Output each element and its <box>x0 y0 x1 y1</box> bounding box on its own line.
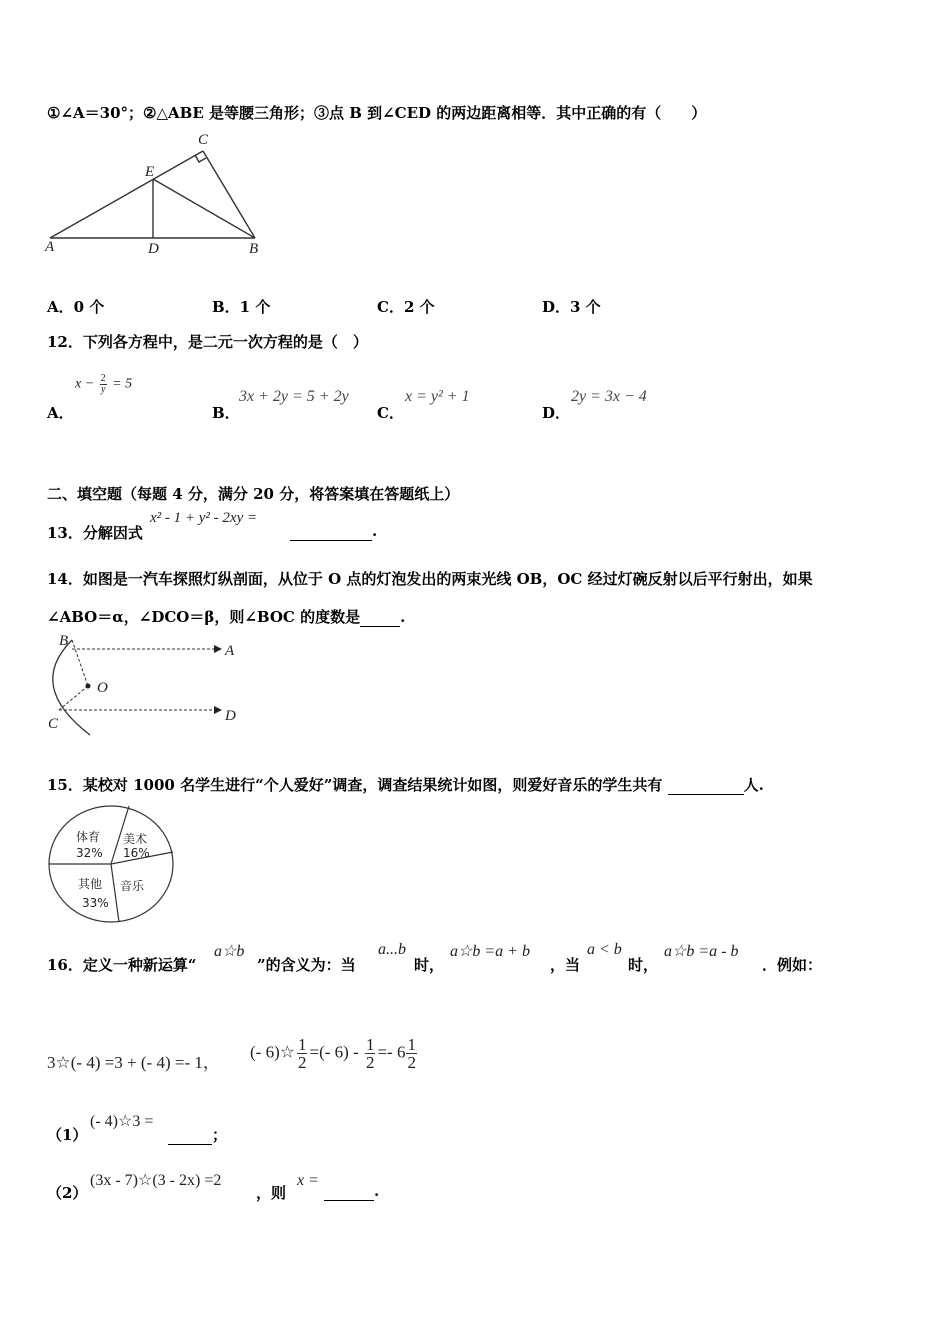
pie-divider-3 <box>111 864 119 922</box>
triangle-figure <box>44 130 274 260</box>
label-d: D <box>148 241 159 257</box>
slice-label-music: 音乐 <box>120 879 145 893</box>
q16-part1-label: （1） <box>47 1126 88 1144</box>
q16-end: ．例如： <box>762 956 823 974</box>
label-b: B <box>59 633 69 649</box>
q16-rule1: a☆b =a + b <box>450 943 530 960</box>
q16-mid3: ，当 <box>550 956 581 974</box>
q16-cond2: a < b <box>587 941 622 958</box>
slice-value-art: 16% <box>123 846 150 860</box>
q16-rule2: a☆b =a - b <box>664 943 739 960</box>
q13-prefix: 13．分解因式 <box>47 524 143 542</box>
q13-answer-line: . <box>290 522 377 541</box>
answer-blank[interactable] <box>290 522 372 541</box>
q12-option-d-expr: 2y = 3x − 4 <box>571 388 647 405</box>
q16-lead: 16．定义一种新运算“ <box>47 956 197 974</box>
q16-mid4: 时， <box>628 956 659 974</box>
slice-label-other: 其他 <box>78 877 103 891</box>
slice-value-sports: 32% <box>76 846 103 860</box>
q11-option-d: D．3 个 <box>542 298 601 316</box>
q16-part2-mid: ，则 <box>256 1184 287 1202</box>
q14-line2: ∠ABO＝α，∠DCO＝β，则∠BOC 的度数是 . <box>47 608 406 626</box>
q13-expr: x² - 1 + y² - 2xy = <box>150 510 258 526</box>
q12-letter-d: D． <box>542 404 571 422</box>
label-b: B <box>249 241 259 257</box>
q11-statement: ①∠A＝30°；②△ABE 是等腰三角形；③点 B 到∠CED 的两边距离相等．其中正确的有（ ） <box>47 104 707 122</box>
q16-mid1: ”的含义为：当 <box>257 956 356 974</box>
label-e: E <box>145 164 155 180</box>
answer-blank[interactable] <box>168 1126 212 1145</box>
q12-letter-a: A． <box>47 404 74 422</box>
q15-line: 15．某校对 1000 名学生进行“个人爱好”调查，调查结果统计如图，则爱好音乐的学生共有 人. <box>47 776 764 794</box>
q11-option-b: B．1 个 <box>212 298 271 316</box>
slice-value-other: 33% <box>82 896 109 910</box>
q12-option-c-expr: x = y² + 1 <box>405 388 470 405</box>
label-c: C <box>198 132 209 148</box>
slice-label-sports: 体育 <box>76 830 101 844</box>
q16-example-1: 3☆(- 4) =3 + (- 4) =- 1， <box>47 1053 220 1072</box>
label-a: A <box>225 643 235 659</box>
q16-part2-x: x = <box>297 1172 319 1189</box>
q16-part1-answer: ； <box>168 1124 227 1145</box>
q11-option-a: A．0 个 <box>47 298 105 316</box>
q12-stem: 12．下列各方程中，是二元一次方程的是（ ） <box>47 333 368 351</box>
q16-example-2: (- 6)☆ $\frac{1}{2}$ =(- 6) - $\frac{1}{2}$ =- 6 $\frac{1}{2}$ <box>250 1035 416 1072</box>
q16-op: a☆b <box>214 943 245 960</box>
label-a: A <box>45 239 55 255</box>
q12-letter-c: C． <box>377 404 404 422</box>
answer-blank[interactable] <box>668 776 744 795</box>
slice-label-art: 美术 <box>123 832 148 846</box>
q11-option-c: C．2 个 <box>377 298 435 316</box>
q16-cond1: a...b <box>378 941 406 958</box>
answer-blank[interactable] <box>360 608 400 627</box>
label-c: C <box>48 716 59 732</box>
answer-blank[interactable] <box>324 1182 374 1201</box>
section-heading: 二、填空题（每题 4 分，满分 20 分，将答案填在答题纸上） <box>47 485 460 503</box>
q16-part2-answer: . <box>324 1182 379 1201</box>
q16-part2-expr: (3x - 7)☆(3 - 2x) =2 <box>90 1172 222 1189</box>
label-o: O <box>97 680 108 696</box>
q12-option-a-expr: x − $\frac{2}{y}$ = 5 <box>75 373 133 395</box>
q16-part1-expr: (- 4)☆3 = <box>90 1113 154 1130</box>
q14-line1: 14．如图是一汽车探照灯纵剖面，从位于 O 点的灯泡发出的两束光线 OB，OC 经过灯碗反射以后平行射出，如果 <box>47 570 813 588</box>
label-d: D <box>225 708 236 724</box>
headlight-figure <box>42 630 242 742</box>
q12-option-b-expr: 3x + 2y = 5 + 2y <box>239 388 349 405</box>
pie-chart <box>48 805 180 925</box>
q12-letter-b: B． <box>212 404 240 422</box>
q16-part2-label: （2） <box>47 1184 88 1202</box>
q16-mid2: 时， <box>414 956 445 974</box>
